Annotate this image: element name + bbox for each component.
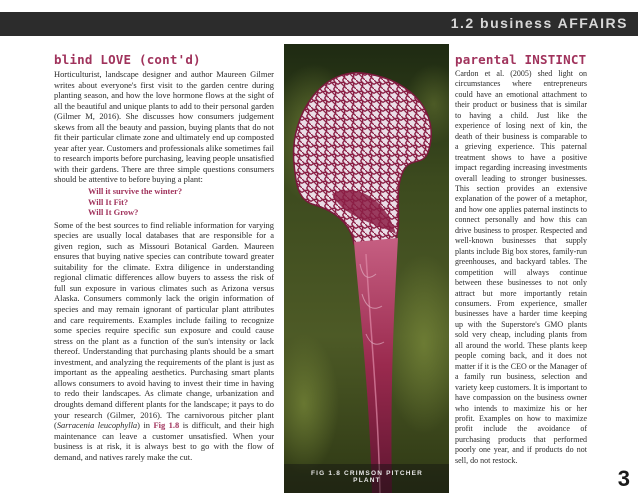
header-bar	[0, 12, 638, 36]
intro-paragraph: Horticulturist, landscape designer and author Maureen Gilmer writes about everyone's first visit to the garden centre during planting season, and how the love hormone flows at the sight of all the beautiful and unique plants to add to their personal garden (Gilmer M, 2016). She discusses how consumers judgement skews from all the beauty and passion, buying plants that do not fit their particular climate zone and ultimately end up composted year after year. Customers and professionals alike sometimes fail to research imports before purchasing, leaving people unsatisfied with their gardens. There are three simple questions consumers should be attentive to before buying a plant:	[54, 69, 274, 185]
right-column	[455, 53, 587, 466]
pitcher-plant-photo	[284, 44, 449, 493]
left-column	[54, 53, 274, 462]
figure-caption: FIG 1.8 CRIMSON PITCHER PLANT	[310, 470, 424, 484]
question-list	[54, 186, 274, 218]
section-title: 1.2 business AFFAIRS	[450, 15, 628, 31]
page-number: 3	[617, 466, 630, 491]
figure-reference: Fig 1.8	[153, 420, 180, 431]
body-text: ) in	[137, 420, 154, 431]
scientific-name: Sarracenia leucophylla	[56, 420, 138, 431]
pitcher-plant-illustration	[284, 44, 449, 493]
body-text: is difficult, and their high maintenance can leave a customer unsatisfied. When your business is at risk, it is always best to go with the flow of demand, and natives rarely make the cut.	[54, 420, 275, 462]
left-heading: blind LOVE (cont'd)	[54, 52, 201, 67]
question-item: Will It Grow?	[88, 207, 139, 218]
right-heading: parental INSTINCT	[455, 52, 587, 67]
body-text: Some of the best sources to find reliable information for varying species are usually local databases that are responsible for a given region, such as Missouri Botanical Garden. Maureen ensures that buying native species can contribute toward greater suitability for the climate. Extra diligence in understanding regional climatic differences allow buyers to assess the risk of full sun exposure in various climates such as Arizona versus Alaska. Consumers commonly lack the origin information of species and may remain ignorant of particular plant attributes and care requirements. Examples include failing to recognize some species require specific sun exposure and could cause stress on the plant as a function of the sun's intensity or lack thereof. Understanding that purchasing plants should be a smart investment, and analyzing the requirements of the plant is just as important as the appealing aesthetics. Purchasing smart plants allows consumers to avoid having to invest their time in having to redo their landscapes. As climate change, urbanization and droughts demand different plants for the landscape; it pays to do your research (Gilmer, 2016). The carnivorous pitcher plant (	[54, 219, 274, 431]
question-item: Will it survive the winter?	[88, 186, 183, 197]
question-item: Will It Fit?	[88, 196, 129, 207]
right-paragraph: Cardon et al. (2005) shed light on circumstances where entrepreneurs could have an emotional attachment to their product or business that is similar to having a child. Just like the experience of losing next of kin, the death of their business is comparable to a grieving experience. This paternal treatment shows to have a positive impact regarding increasing investments overall leading to stronger businesses. This section provides an extensive explanation of the power of a metaphor, and how one applies paternal instincts to connect personally and how this can drive business to prosper. Respected and well-known businesses that supply plants include Big box stores, family-run greenhouses, and backyard tables. The competition will always continue between these businesses to not only attract but more importantly retain consumers. From experience, smaller businesses have a harder time keeping up with the Superstore's GMO plants sold very cheap, including plants from all around the world. These plants keep people coming back, and it does not matter if it is the CEO or the Manager of a family run business, selection and variety keep customers. It is important to have compassion on the business owner who intends to maximize his or her profit. Examples on how to maximize profit include the avoidance of purchasing products that performed poorly one year, and if products do not sell, do not restock.	[455, 69, 587, 465]
body-paragraph	[54, 220, 274, 463]
